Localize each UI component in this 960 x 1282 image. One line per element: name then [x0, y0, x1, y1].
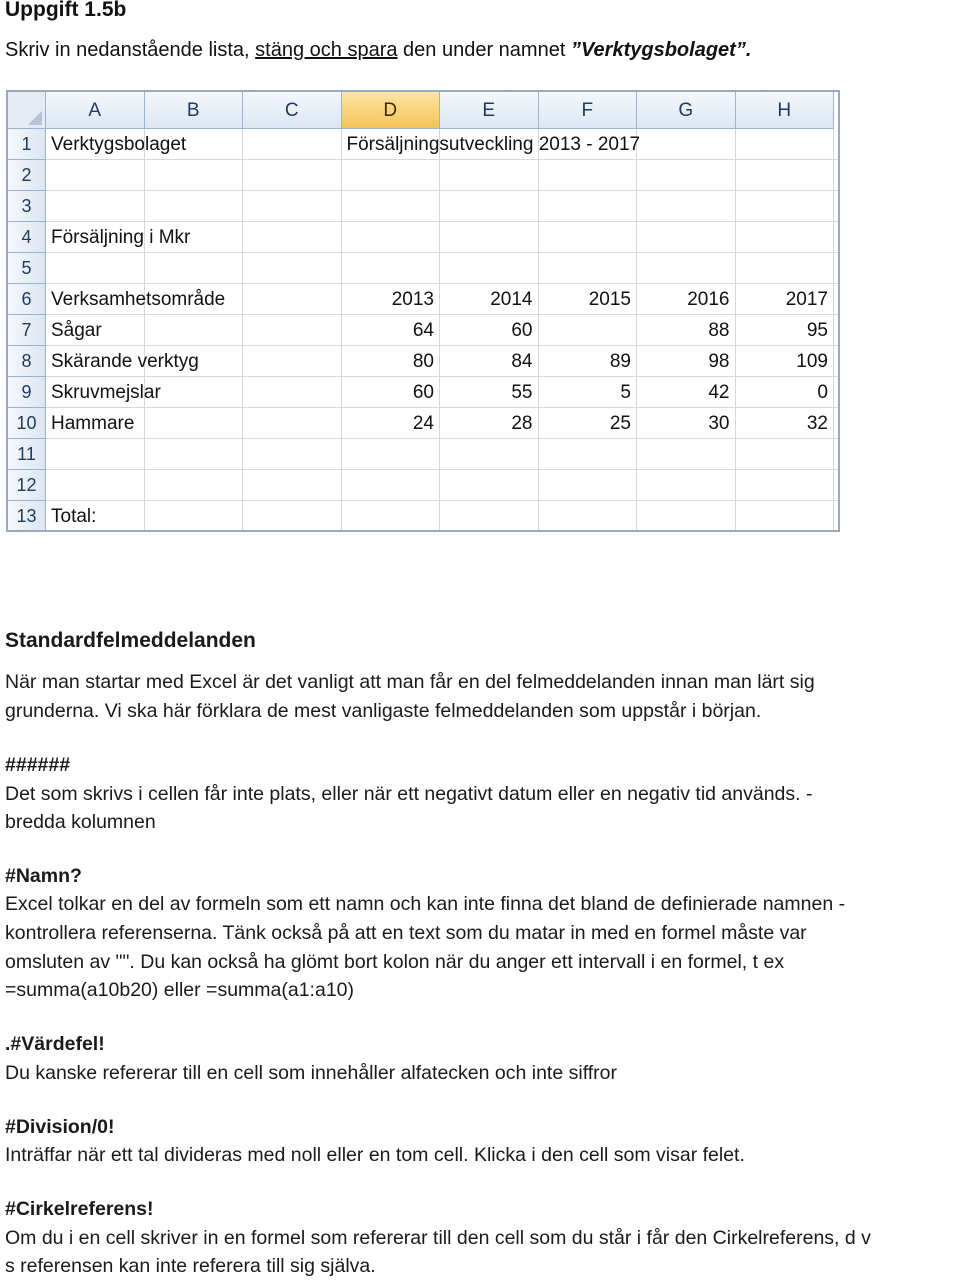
intro-instruction: [5, 37, 751, 63]
cell-e7: 60: [511, 320, 533, 341]
cell-f6: 2015: [588, 289, 631, 310]
row-header-2: 2: [8, 160, 46, 191]
row-header-3: 3: [8, 191, 46, 222]
cell-a6: Verksamhetsområde: [51, 289, 226, 310]
cell-g7: 88: [708, 320, 730, 341]
row-header-11: 11: [8, 439, 46, 470]
column-header-b: B: [145, 92, 244, 129]
cell-g10: 30: [708, 413, 730, 434]
cell-h8: 109: [796, 351, 828, 372]
error-description: Det som skrivs i cellen får inte plats, eller när ett negativt datum eller en negativ tid används. -: [5, 783, 813, 805]
gridline: [46, 531, 840, 532]
cell-a4: Försäljning i Mkr: [51, 227, 191, 248]
column-header-f: F: [539, 92, 638, 129]
error-code: #Cirkelreferens!: [5, 1198, 154, 1220]
column-header-d: D: [342, 92, 441, 129]
error-description: s referensen kan inte referera till sig själva.: [5, 1255, 376, 1277]
cell-a10: Hammare: [51, 413, 135, 434]
cell-d9: 60: [412, 382, 434, 403]
cell-e9: 55: [511, 382, 533, 403]
gridline: [46, 469, 840, 470]
cell-d6: 2013: [391, 289, 434, 310]
error-description: Excel tolkar en del av formeln som ett namn och kan inte finna det bland de definierade namnen -: [5, 893, 846, 915]
column-header-g: G: [637, 92, 736, 129]
select-all-corner: [8, 92, 46, 129]
row-header-7: 7: [8, 315, 46, 346]
cell-d10: 24: [412, 413, 434, 434]
gridline: [46, 500, 840, 501]
column-header-e: E: [440, 92, 539, 129]
error-description: =summa(a10b20) eller =summa(a1:a10): [5, 979, 355, 1001]
intro-paragraph-line: grunderna. Vi ska här förklara de mest vanligaste felmeddelanden som uppstår i början.: [5, 700, 762, 722]
row-header-8: 8: [8, 346, 46, 377]
error-description: Om du i en cell skriver in en formel som refererar till den cell som du står i får den Cirkelreferens, d v: [5, 1227, 871, 1249]
intro-filename: ”Verktygsbolaget”.: [570, 39, 752, 61]
row-header-1: 1: [8, 129, 46, 160]
cell-g6: 2016: [687, 289, 730, 310]
cell-f8: 89: [609, 351, 631, 372]
cell-h10: 32: [806, 413, 828, 434]
cell-f10: 25: [609, 413, 631, 434]
cell-d8: 80: [412, 351, 434, 372]
intro-text-2: den under namnet: [397, 39, 571, 61]
cell-d1: Försäljningsutveckling 2013 - 2017: [346, 134, 641, 155]
cell-h7: 95: [806, 320, 828, 341]
cell-f9: 5: [620, 382, 631, 403]
page-heading: Uppgift 1.5b: [5, 0, 127, 21]
cell-a13: Total:: [51, 506, 97, 527]
cell-a9: Skruvmejslar: [51, 382, 161, 403]
section-title: Standardfelmeddelanden: [5, 629, 256, 652]
cell-d7: 64: [412, 320, 434, 341]
intro-text-1: Skriv in nedanstående lista,: [5, 39, 256, 61]
column-header-c: C: [243, 92, 342, 129]
cell-e6: 2014: [490, 289, 533, 310]
cell-a8: Skärande verktyg: [51, 351, 199, 372]
gridline: [46, 190, 840, 191]
cell-a7: Sågar: [51, 320, 102, 341]
column-header-a: A: [46, 92, 145, 129]
error-code: #Namn?: [5, 865, 82, 887]
row-header-4: 4: [8, 222, 46, 253]
cell-h6: 2017: [785, 289, 828, 310]
error-code: ######: [5, 754, 71, 776]
row-header-9: 9: [8, 377, 46, 408]
cell-e8: 84: [511, 351, 533, 372]
error-description: kontrollera referenserna. Tänk också på att en text som du matar in med en formel måste var: [5, 922, 807, 944]
cell-g9: 42: [708, 382, 730, 403]
error-code: .#Värdefel!: [5, 1033, 105, 1055]
error-description: bredda kolumnen: [5, 811, 156, 833]
cell-g8: 98: [708, 351, 730, 372]
row-header-13: 13: [8, 501, 46, 532]
error-code: #Division/0!: [5, 1116, 115, 1138]
spreadsheet-screenshot: [6, 90, 840, 532]
cell-e10: 28: [511, 413, 533, 434]
intro-underlined-text: stäng och spara: [255, 39, 398, 61]
intro-paragraph-line: När man startar med Excel är det vanligt att man får en del felmeddelanden innan man lärt sig: [5, 671, 815, 693]
cell-a1: Verktygsbolaget: [51, 134, 187, 155]
column-header-h: H: [736, 92, 835, 129]
error-description: Inträffar när ett tal divideras med noll eller en tom cell. Klicka i den cell som visar felet.: [5, 1144, 745, 1166]
error-description: Du kanske refererar till en cell som innehåller alfatecken och inte siffror: [5, 1062, 618, 1084]
row-header-6: 6: [8, 284, 46, 315]
cell-h9: 0: [817, 382, 828, 403]
error-description: omsluten av "". Du kan också ha glömt bort kolon när du anger ett intervall i en formel, t ex: [5, 951, 785, 973]
row-header-10: 10: [8, 408, 46, 439]
row-header-12: 12: [8, 470, 46, 501]
row-header-5: 5: [8, 253, 46, 284]
